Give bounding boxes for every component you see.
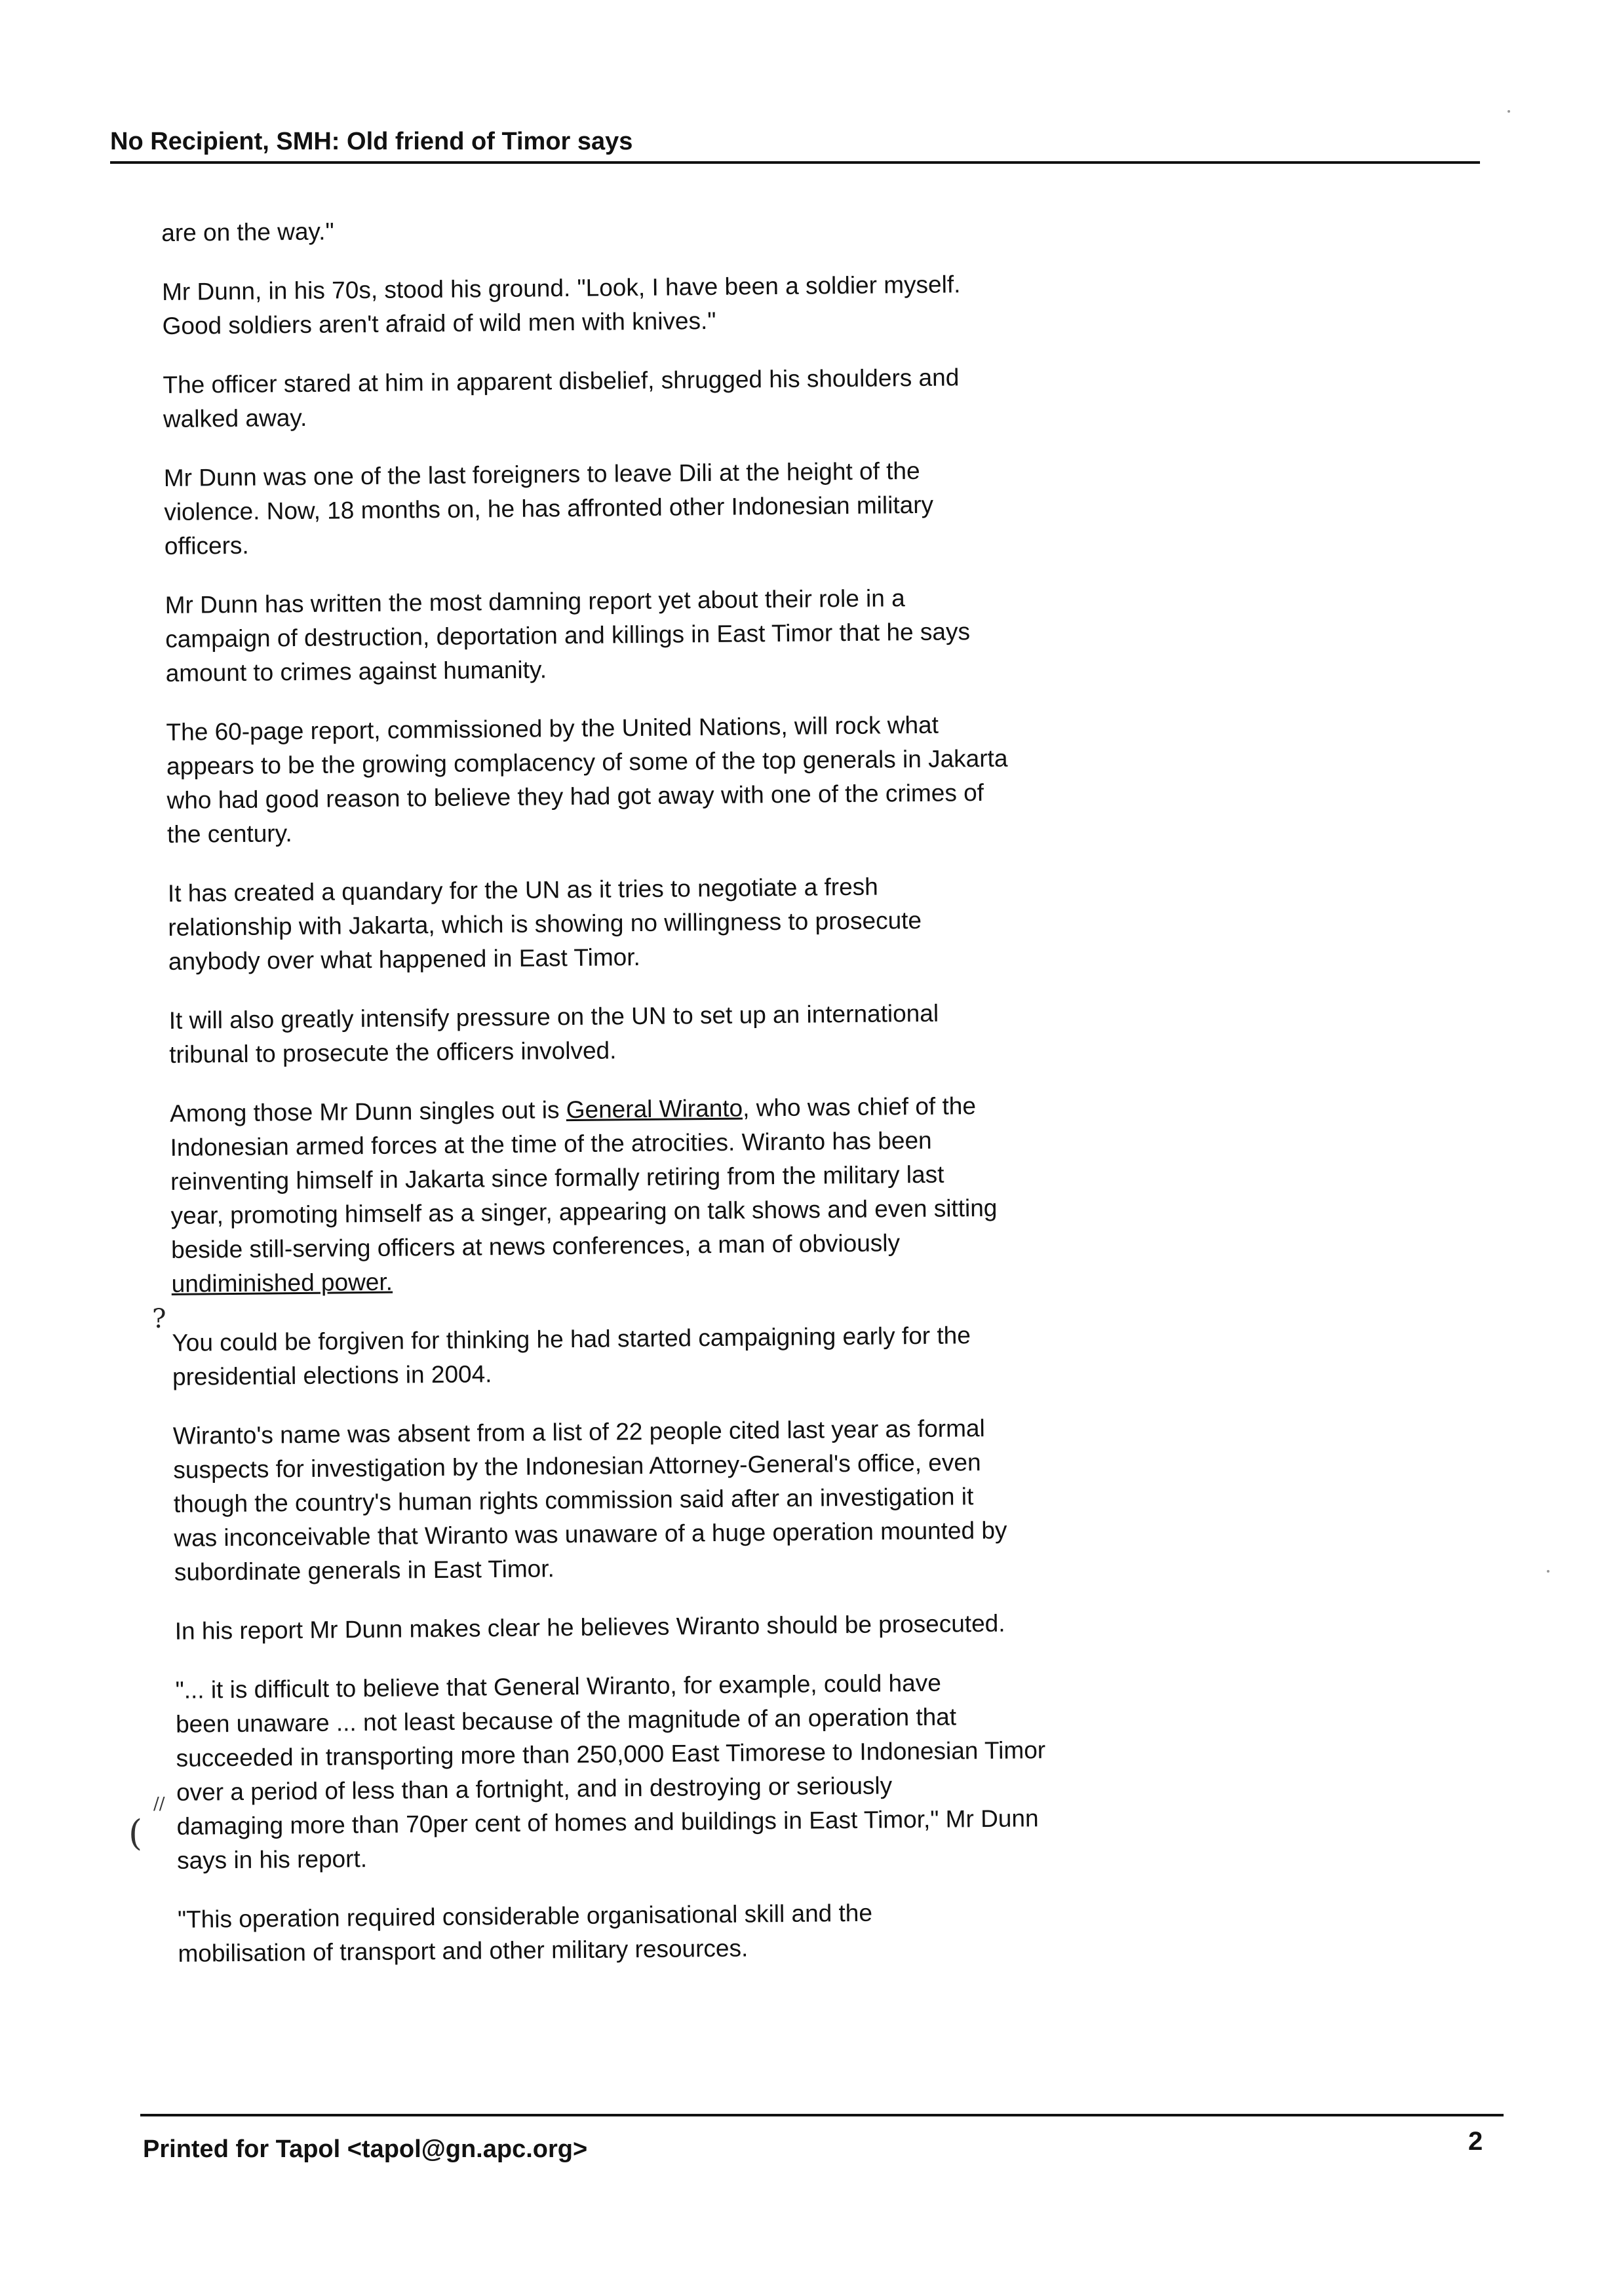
paragraph: The 60-page report, commissioned by the United Nations, will rock what appears to be the growing complacency of some of the top generals in Jakarta who had good reason to believe they had got away with one of the crimes of the century.	[166, 711, 1008, 848]
paragraph-text: who was chief of the Indonesian armed forces at the time of the atrocities. Wiranto has been reinventing himself in Jakarta since formally retiring from the military last year, promoting himself as a singer, appearing on talk shows and even sitting beside still-serving officers at news conferences, a man of obviously	[170, 1092, 998, 1263]
article-body	[161, 206, 1188, 1996]
paragraph: Wiranto's name was absent from a list of 22 people cited last year as formal suspects for investigation by the Indonesian Attorney-General's office, even though the country's human rights commission said after an investigation it was inconceivable that Wiranto was unaware of a huge operation mounted by subordinate generals in East Timor.	[172, 1415, 1007, 1586]
paragraph: Mr Dunn has written the most damning report yet about their role in a campaign of destruction, deportation and killings in East Timor that he says amount to crimes against humanity.	[165, 584, 971, 687]
scan-speck	[1508, 110, 1510, 113]
quoted-paragraph: "This operation required considerable organisational skill and the mobilisation of transport and other military resources.	[177, 1899, 873, 1967]
paragraph: It has created a quandary for the UN as it tries to negotiate a fresh relationship with Jakarta, which is showing no willingness to prosecute anybody over what happened in East Timor.	[167, 873, 922, 975]
page-header	[110, 127, 1480, 164]
scan-speck	[1547, 1570, 1549, 1573]
paragraph: Mr Dunn was one of the last foreigners to leave Dili at the height of the violence. Now, 18 months on, he has affronted other Indonesian military officers.	[163, 457, 934, 560]
handwritten-slash-mark: //	[153, 1794, 165, 1814]
paragraph: In his report Mr Dunn makes clear he believes Wiranto should be prosecuted.	[174, 1609, 1005, 1645]
footer-printed-for: Printed for Tapol <tapol@gn.apc.org>	[143, 2135, 588, 2163]
paragraph: Mr Dunn, in his 70s, stood his ground. "Look, I have been a soldier myself. Good soldiers aren't afraid of wild men with knives."	[161, 271, 961, 339]
handwritten-question-mark: ?	[152, 1304, 166, 1334]
paragraph: The officer stared at him in apparent disbelief, shrugged his shoulders and walked away.	[163, 364, 960, 432]
header-title: No Recipient, SMH: Old friend of Timor says	[110, 128, 633, 155]
handwritten-bracket-mark: (	[128, 1812, 143, 1854]
quoted-paragraph: "... it is difficult to believe that General Wiranto, for example, could have been unaware ... not least because of the magnitude of an operation that succeeded in transporting more than 250,000 East Timorese to Indonesian Timor over a period of less than a fortnight, and in destroying or seriously damaging more than 70per cent of homes and buildings in East Timor," Mr Dunn says in his report.	[175, 1669, 1046, 1874]
paragraph: It will also greatly intensify pressure on the UN to set up an international tribunal to prosecute the officers involved.	[168, 999, 939, 1068]
paragraph: are on the way."	[161, 218, 334, 246]
underlined-name: General Wiranto,	[566, 1094, 750, 1124]
paragraph-text: Among those Mr Dunn singles out is	[169, 1096, 566, 1127]
footer-rule	[140, 2114, 1504, 2116]
page-number: 2	[1468, 2127, 1483, 2156]
wiranto-paragraph	[170, 1087, 1181, 1301]
underlined-phrase: undiminished power.	[171, 1268, 393, 1297]
paragraph: You could be forgiven for thinking he had started campaigning early for the presidential elections in 2004.	[172, 1322, 971, 1390]
